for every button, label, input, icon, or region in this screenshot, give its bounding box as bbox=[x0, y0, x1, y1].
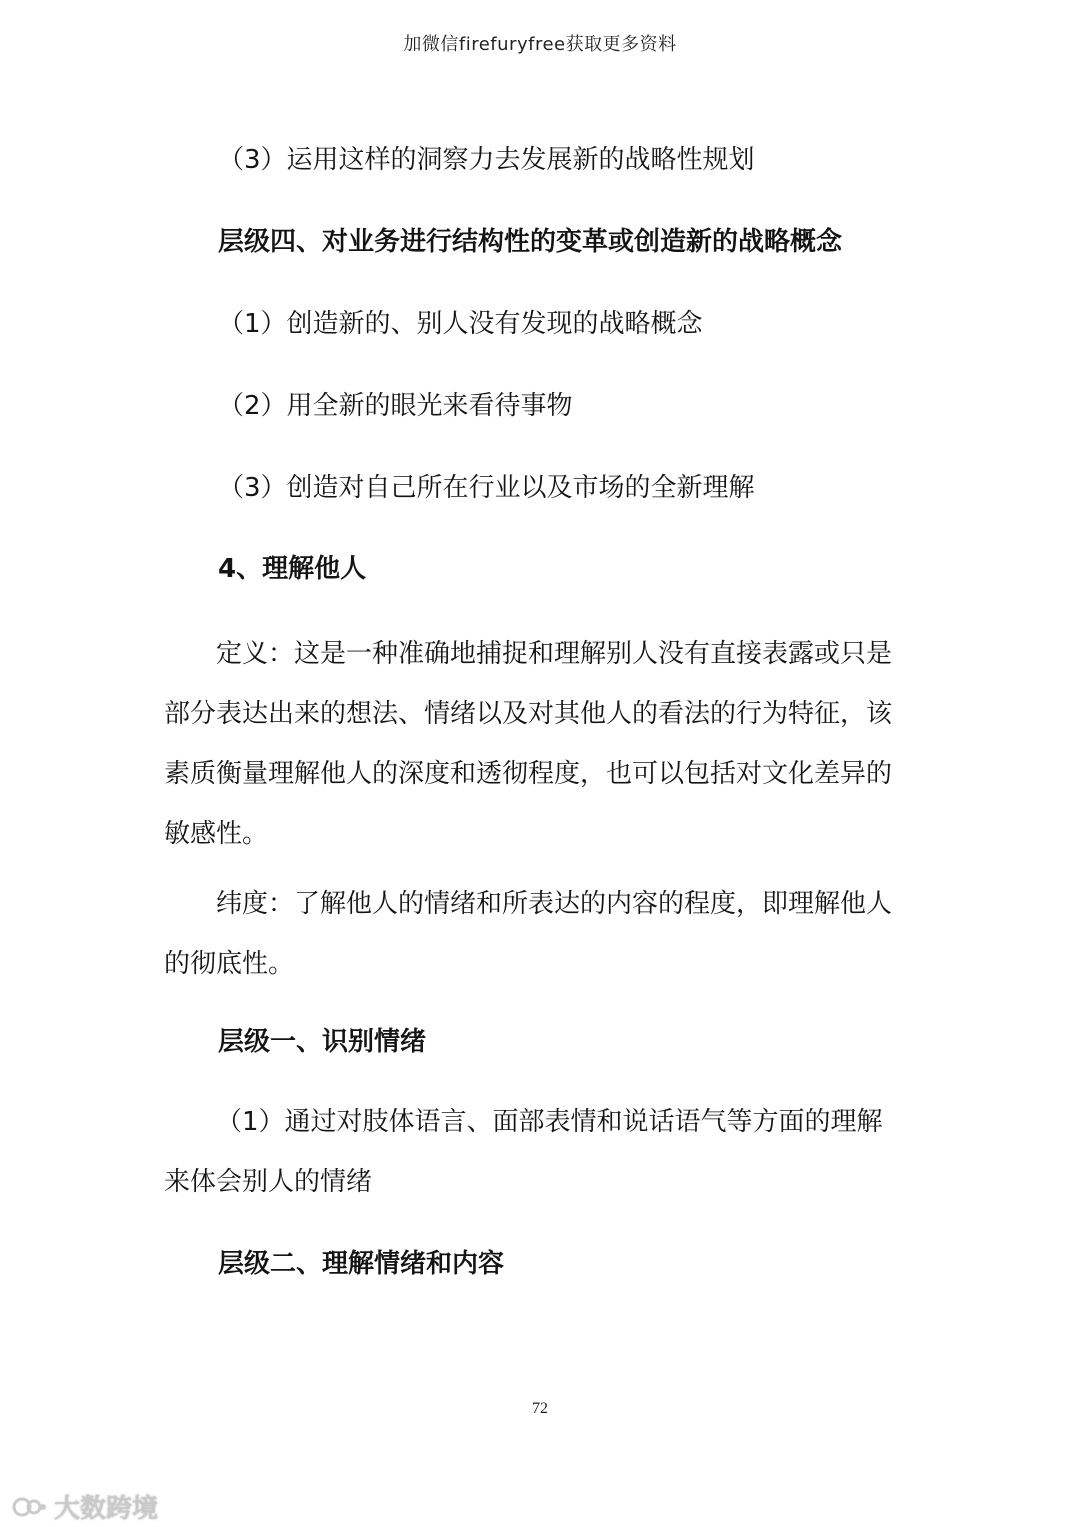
watermark bbox=[12, 1488, 158, 1525]
list-item: （3）创造对自己所在行业以及市场的全新理解 bbox=[218, 473, 755, 503]
paragraph-line: 来体会别人的情绪 bbox=[164, 1167, 373, 1197]
paragraph-line: 的彻底性。 bbox=[164, 949, 295, 979]
paragraph-line: 敏感性。 bbox=[164, 819, 269, 849]
section-heading: 4、理解他人 bbox=[218, 554, 367, 584]
page-number: 72 bbox=[532, 1400, 548, 1417]
paragraph-line: 部分表达出来的想法、情绪以及对其他人的看法的行为特征，该 bbox=[164, 699, 893, 729]
level-four-heading: 层级四、对业务进行结构性的变革或创造新的战略概念 bbox=[218, 227, 843, 257]
watermark-logo-icon bbox=[12, 1493, 48, 1521]
list-item: （3）运用这样的洞察力去发展新的战略性规划 bbox=[218, 145, 755, 175]
list-item: （1）创造新的、别人没有发现的战略概念 bbox=[218, 309, 703, 339]
paragraph-line: 纬度：了解他人的情绪和所表达的内容的程度，即理解他人 bbox=[216, 889, 893, 919]
header-note: 加微信firefuryfree获取更多资料 bbox=[403, 34, 677, 55]
level-two-heading: 层级二、理解情绪和内容 bbox=[218, 1249, 505, 1279]
dimension-paragraph bbox=[164, 874, 920, 994]
level-one-heading: 层级一、识别情绪 bbox=[218, 1027, 427, 1057]
watermark-text: 大数跨境 bbox=[54, 1494, 159, 1524]
definition-paragraph bbox=[164, 624, 920, 864]
paragraph-line: 定义：这是一种准确地捕捉和理解别人没有直接表露或只是 bbox=[216, 639, 893, 669]
list-item: （2）用全新的眼光来看待事物 bbox=[218, 391, 573, 421]
paragraph-line: 素质衡量理解他人的深度和透彻程度，也可以包括对文化差异的 bbox=[164, 759, 893, 789]
list-item-paragraph bbox=[164, 1092, 920, 1212]
paragraph-line: （1）通过对肢体语言、面部表情和说话语气等方面的理解 bbox=[216, 1107, 883, 1137]
